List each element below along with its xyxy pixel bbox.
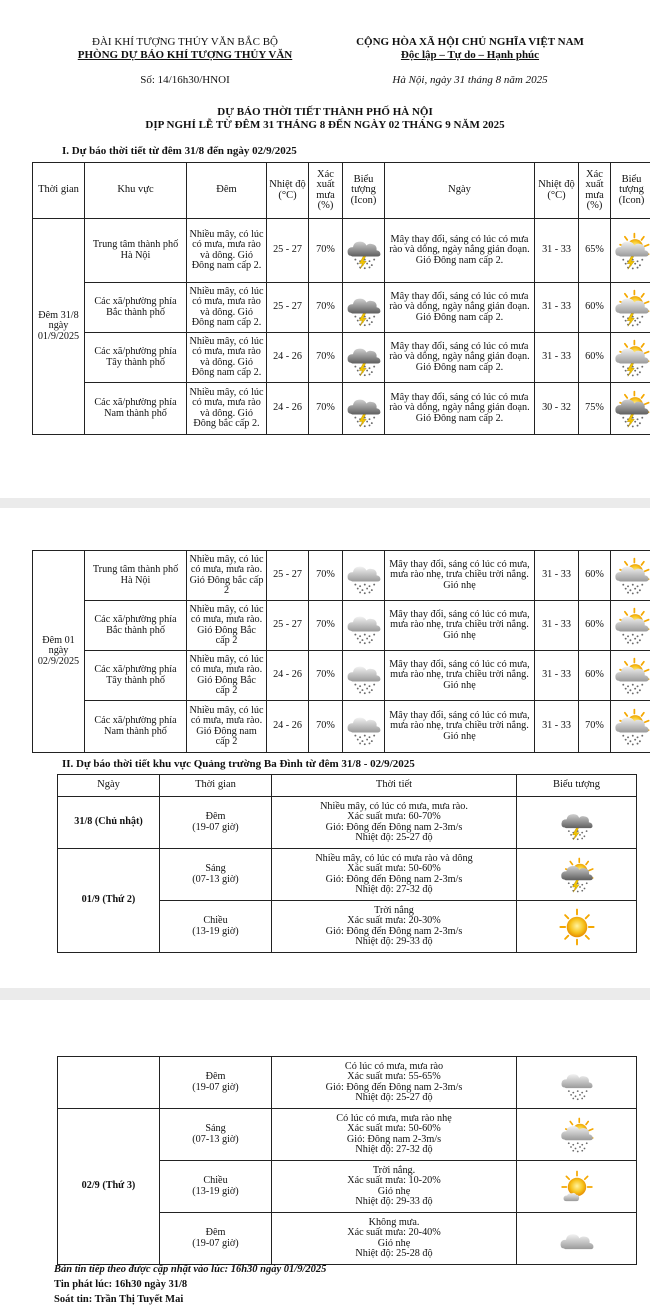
night-prob: 70% [309,701,343,753]
period-hours: (07-13 giờ) [162,1135,269,1145]
night-prob: 70% [309,551,343,601]
wind: Gió nhẹ [274,1239,514,1249]
area-cell: Các xã/phường phía Tây thành phố [85,651,187,701]
table-row [33,551,650,601]
icon-cell [517,849,637,901]
day-label-empty [58,1057,160,1109]
night-prob: 70% [309,333,343,383]
department-name: PHÒNG DỰ BÁO KHÍ TƯỢNG THỦY VĂN [60,49,310,62]
temperature: Nhiệt độ: 27-32 độ [274,885,514,895]
rain-prob: Xác suất mưa: 55-65% [274,1072,514,1082]
day-cell: Mây thay đổi, sáng có lúc có mưa rào và dông, ngày nắng gián đoạn. Gió Đông nam cấp 2. [385,383,535,435]
day-prob: 75% [579,383,611,435]
rain-prob: Xác suất mưa: 20-30% [274,916,514,926]
sun-thunderstorm-icon [559,857,595,893]
night-temp: 25 - 27 [267,601,309,651]
table-row [33,333,650,383]
col-icon-day: Biểu tượng (Icon) [611,163,650,219]
doc-title [60,106,590,132]
period-hours: (13-19 giờ) [162,1187,269,1197]
night-cell: Nhiều mây, có lúc có mưa, mưa rào và dông. Gió Đông nam cấp 2. [187,219,267,283]
col-time: Thời gian [33,163,85,219]
icon-cell [517,1213,637,1265]
temperature: Nhiệt độ: 25-28 độ [274,1249,514,1259]
period-name: Chiều [162,916,269,926]
day-prob: 60% [579,283,611,333]
national-header [335,36,605,62]
weather-desc: Trời nắng. [274,1166,514,1176]
next-update-note: Bản tin tiếp theo được cập nhật vào lúc: 16h30 ngày 01/9/2025 [54,1262,326,1277]
day-icon-cell [611,219,650,283]
col-night: Đêm [187,163,267,219]
day-prob: 65% [579,219,611,283]
weather-desc: Có lúc có mưa, mưa rào nhẹ [274,1114,514,1124]
wind: Gió: Đông đến Đông nam 2-3m/s [274,823,514,833]
period-name: Chiều [162,1176,269,1186]
day-temp: 31 - 33 [535,219,579,283]
area-cell: Trung tâm thành phố Hà Nội [85,219,187,283]
day-temp: 31 - 33 [535,333,579,383]
agency-header [60,36,310,62]
day-icon-cell [611,551,650,601]
day-prob: 60% [579,651,611,701]
night-temp: 24 - 26 [267,701,309,753]
wind: Gió nhẹ [274,1187,514,1197]
day-cell: Mây thay đổi, sáng có lúc có mưa, mưa rào nhẹ, trưa chiều trời nắng. Gió nhẹ [385,551,535,601]
day-prob: 60% [579,333,611,383]
sun-partly-cloudy-icon [560,1170,594,1204]
sun-icon [558,908,596,946]
doc-number: Số: 14/16h30/HNOI [60,74,310,87]
motto: Độc lập – Tự do – Hạnh phúc [335,49,605,62]
rain-cloud-icon [346,607,382,645]
rain-prob: Xác suất mưa: 10-20% [274,1176,514,1186]
night-cell: Nhiều mây, có lúc có mưa, mưa rào và dông. Gió Đông nam cấp 2. [187,333,267,383]
page-gap [0,988,650,1000]
sun-thunderstorm-icon [613,232,650,270]
day-cell: Mây thay đổi, sáng có lúc có mưa rào và dông, ngày nắng gián đoạn. Gió Đông nam cấp 2. [385,219,535,283]
square-forecast-table-part1 [57,774,637,953]
page-3 [0,1000,650,1306]
weather-desc: Trời nắng [274,906,514,916]
period-hours: (19-07 giờ) [162,1083,269,1093]
day-icon-cell [611,283,650,333]
col-temp: Nhiệt độ (°C) [267,163,309,219]
rain-cloud-icon [346,557,382,595]
table-row [33,601,650,651]
rain-cloud-icon [346,708,382,746]
rain-prob: Xác suất mưa: 50-60% [274,864,514,874]
period-cell [160,1109,272,1161]
night-cell: Nhiều mây, có lúc có mưa, mưa rào và dông. Gió Đông bắc cấp 2. [187,383,267,435]
col-day: Ngày [385,163,535,219]
day-cell: Mây thay đổi, sáng có lúc có mưa rào và dông, ngày nắng gián đoạn. Gió Đông nam cấp 2. [385,333,535,383]
col-icon: Biểu tượng [517,775,637,797]
period-hours: (19-07 giờ) [162,1239,269,1249]
doc-title-line2: DỊP NGHỈ LỄ TỪ ĐÊM 31 THÁNG 8 ĐẾN NGÀY 02 THÁNG 9 NĂM 2025 [60,119,590,132]
night-icon-cell [343,383,385,435]
day-temp: 31 - 33 [535,701,579,753]
night-prob: 70% [309,383,343,435]
day-temp: 31 - 33 [535,283,579,333]
period-name: Sáng [162,1124,269,1134]
forecast-table-part2 [32,550,650,753]
day-temp: 31 - 33 [535,651,579,701]
sun-thunderstorm-icon [613,289,650,327]
night-prob: 70% [309,651,343,701]
night-prob: 70% [309,219,343,283]
wind: Gió: Đông đến Đông nam 2-3m/s [274,875,514,885]
weather-cell [272,1161,517,1213]
night-prob: 70% [309,283,343,333]
table-row [33,701,650,753]
day-cell: Mây thay đổi, sáng có lúc có mưa, mưa rào nhẹ, trưa chiều trời nắng. Gió nhẹ [385,601,535,651]
temperature: Nhiệt độ: 29-33 độ [274,937,514,947]
period-hours: (13-19 giờ) [162,927,269,937]
table-row [58,1109,637,1161]
day-temp: 30 - 32 [535,383,579,435]
temperature: Nhiệt độ: 29-33 độ [274,1197,514,1207]
period-hours: (19-07 giờ) [162,823,269,833]
doc-title-line1: DỰ BÁO THỜI TIẾT THÀNH PHỐ HÀ NỘI [60,106,590,119]
col-temp-day: Nhiệt độ (°C) [535,163,579,219]
cloud-icon [559,1224,595,1254]
weather-cell [272,1057,517,1109]
sun-rain-icon [559,1117,595,1153]
area-cell: Các xã/phường phía Tây thành phố [85,333,187,383]
icon-cell [517,1109,637,1161]
period-cell [160,1213,272,1265]
icon-cell [517,1057,637,1109]
night-icon-cell [343,283,385,333]
area-cell: Các xã/phường phía Nam thành phố [85,701,187,753]
group-label: Đêm 31/8 ngày 01/9/2025 [33,219,85,435]
place-date: Hà Nội, ngày 31 tháng 8 năm 2025 [335,74,605,87]
weather-desc: Nhiều mây, có lúc có mưa rào và dông [274,854,514,864]
sun-rain-icon [613,708,650,746]
day-icon-cell [611,383,650,435]
table-row [33,219,650,283]
night-temp: 25 - 27 [267,283,309,333]
sun-thunderstorm-icon [613,339,650,377]
icon-cell [517,1161,637,1213]
sun-rain-icon [613,657,650,695]
night-cell: Nhiều mây, có lúc có mưa, mưa rào. Gió Đông Bắc cấp 2 [187,601,267,651]
day-cell: Mây thay đổi, sáng có lúc có mưa, mưa rào nhẹ, trưa chiều trời nắng. Gió nhẹ [385,651,535,701]
area-cell: Trung tâm thành phố Hà Nội [85,551,187,601]
period-name: Đêm [162,1072,269,1082]
rain-prob: Xác suất mưa: 60-70% [274,812,514,822]
day-cell: Mây thay đổi, sáng có lúc có mưa rào và dông, ngày nắng gián đoạn. Gió Đông nam cấp 2. [385,283,535,333]
weather-cell [272,849,517,901]
temperature: Nhiệt độ: 27-32 độ [274,1145,514,1155]
day-icon-cell [611,333,650,383]
col-weather: Thời tiết [272,775,517,797]
day-icon-cell [611,701,650,753]
day-temp: 31 - 33 [535,601,579,651]
thunderstorm-cloud-icon [346,390,382,428]
day-label: 31/8 (Chủ nhật) [58,797,160,849]
table-row [33,383,650,435]
section2-heading: II. Dự báo thời tiết khu vực Quảng trường Ba Đình từ đêm 31/8 - 02/9/2025 [62,758,415,770]
icon-cell [517,797,637,849]
table-row [33,283,650,333]
night-icon-cell [343,219,385,283]
rain-prob: Xác suất mưa: 50-60% [274,1124,514,1134]
period-name: Đêm [162,812,269,822]
thunderstorm-cloud-icon [346,232,382,270]
night-icon-cell [343,601,385,651]
rain-cloud-icon [346,657,382,695]
table-row [33,651,650,701]
col-area: Khu vực [85,163,187,219]
temperature: Nhiệt độ: 25-27 độ [274,1093,514,1103]
sun-thunderstorm-icon [613,390,650,428]
period-cell [160,1161,272,1213]
night-icon-cell [343,551,385,601]
period-cell [160,901,272,953]
night-cell: Nhiều mây, có lúc có mưa, mưa rào. Gió Đông nam cấp 2 [187,701,267,753]
page-1 [0,0,650,498]
col-day: Ngày [58,775,160,797]
table-header-row [58,775,637,797]
area-cell: Các xã/phường phía Bắc thành phố [85,283,187,333]
weather-cell [272,797,517,849]
day-label: 02/9 (Thứ 3) [58,1109,160,1265]
weather-desc: Nhiều mây, có lúc có mưa, mưa rào. [274,802,514,812]
day-temp: 31 - 33 [535,551,579,601]
table-row [58,849,637,901]
wind: Gió: Đông đến Đông nam 2-3m/s [274,927,514,937]
temperature: Nhiệt độ: 25-27 độ [274,833,514,843]
day-icon-cell [611,601,650,651]
thunderstorm-cloud-icon [346,289,382,327]
country-name: CỘNG HÒA XÃ HỘI CHỦ NGHĨA VIỆT NAM [335,36,605,49]
day-prob: 60% [579,551,611,601]
day-label: 01/9 (Thứ 2) [58,849,160,953]
sun-rain-icon [613,607,650,645]
area-cell: Các xã/phường phía Nam thành phố [85,383,187,435]
night-temp: 24 - 26 [267,383,309,435]
night-temp: 25 - 27 [267,551,309,601]
agency-name: ĐÀI KHÍ TƯỢNG THỦY VĂN BẮC BỘ [60,36,310,49]
night-cell: Nhiều mây, có lúc có mưa, mưa rào. Gió Đông Bắc cấp 2 [187,651,267,701]
weather-desc: Có lúc có mưa, mưa rào [274,1062,514,1072]
sun-rain-icon [613,557,650,595]
period-name: Đêm [162,1228,269,1238]
table-row [58,797,637,849]
col-prob-day: Xác xuất mưa (%) [579,163,611,219]
day-cell: Mây thay đổi, sáng có lúc có mưa, mưa rào nhẹ, trưa chiều trời nắng. Gió nhẹ [385,701,535,753]
icon-cell [517,901,637,953]
night-icon-cell [343,651,385,701]
night-icon-cell [343,333,385,383]
table-header-row [33,163,650,219]
weather-cell [272,1213,517,1265]
thunderstorm-cloud-icon [346,339,382,377]
forecast-table-part1 [32,162,650,435]
col-time: Thời gian [160,775,272,797]
issue-time: Tin phát lúc: 16h30 ngày 31/8 [54,1277,187,1292]
night-prob: 70% [309,601,343,651]
night-temp: 25 - 27 [267,219,309,283]
night-temp: 24 - 26 [267,651,309,701]
rain-prob: Xác suất mưa: 20-40% [274,1228,514,1238]
area-cell: Các xã/phường phía Bắc thành phố [85,601,187,651]
period-cell [160,797,272,849]
day-prob: 70% [579,701,611,753]
group-label: Đêm 01 ngày 02/9/2025 [33,551,85,753]
checked-by: Soát tin: Trần Thị Tuyết Mai [54,1292,183,1307]
section1-heading: I. Dự báo thời tiết từ đêm 31/8 đến ngày 02/9/2025 [62,145,297,157]
period-cell [160,1057,272,1109]
weather-cell [272,901,517,953]
day-icon-cell [611,651,650,701]
table-row [58,1057,637,1109]
day-prob: 60% [579,601,611,651]
period-hours: (07-13 giờ) [162,875,269,885]
wind: Gió: Đông đến Đông nam 2-3m/s [274,1083,514,1093]
night-icon-cell [343,701,385,753]
night-cell: Nhiều mây, có lúc có mưa, mưa rào và dông. Gió Đông nam cấp 2. [187,283,267,333]
period-cell [160,849,272,901]
wind: Gió: Đông nam 2-3m/s [274,1135,514,1145]
page-2 [0,508,650,988]
weather-desc: Không mưa. [274,1218,514,1228]
page-gap [0,498,650,508]
period-name: Sáng [162,864,269,874]
thunderstorm-cloud-icon [560,805,594,841]
col-prob: Xác xuất mưa (%) [309,163,343,219]
square-forecast-table-part2 [57,1056,637,1265]
col-icon: Biểu tượng (Icon) [343,163,385,219]
night-temp: 24 - 26 [267,333,309,383]
rain-cloud-icon [560,1065,594,1101]
weather-cell [272,1109,517,1161]
night-cell: Nhiều mây, có lúc có mưa, mưa rào. Gió Đông bắc cấp 2 [187,551,267,601]
